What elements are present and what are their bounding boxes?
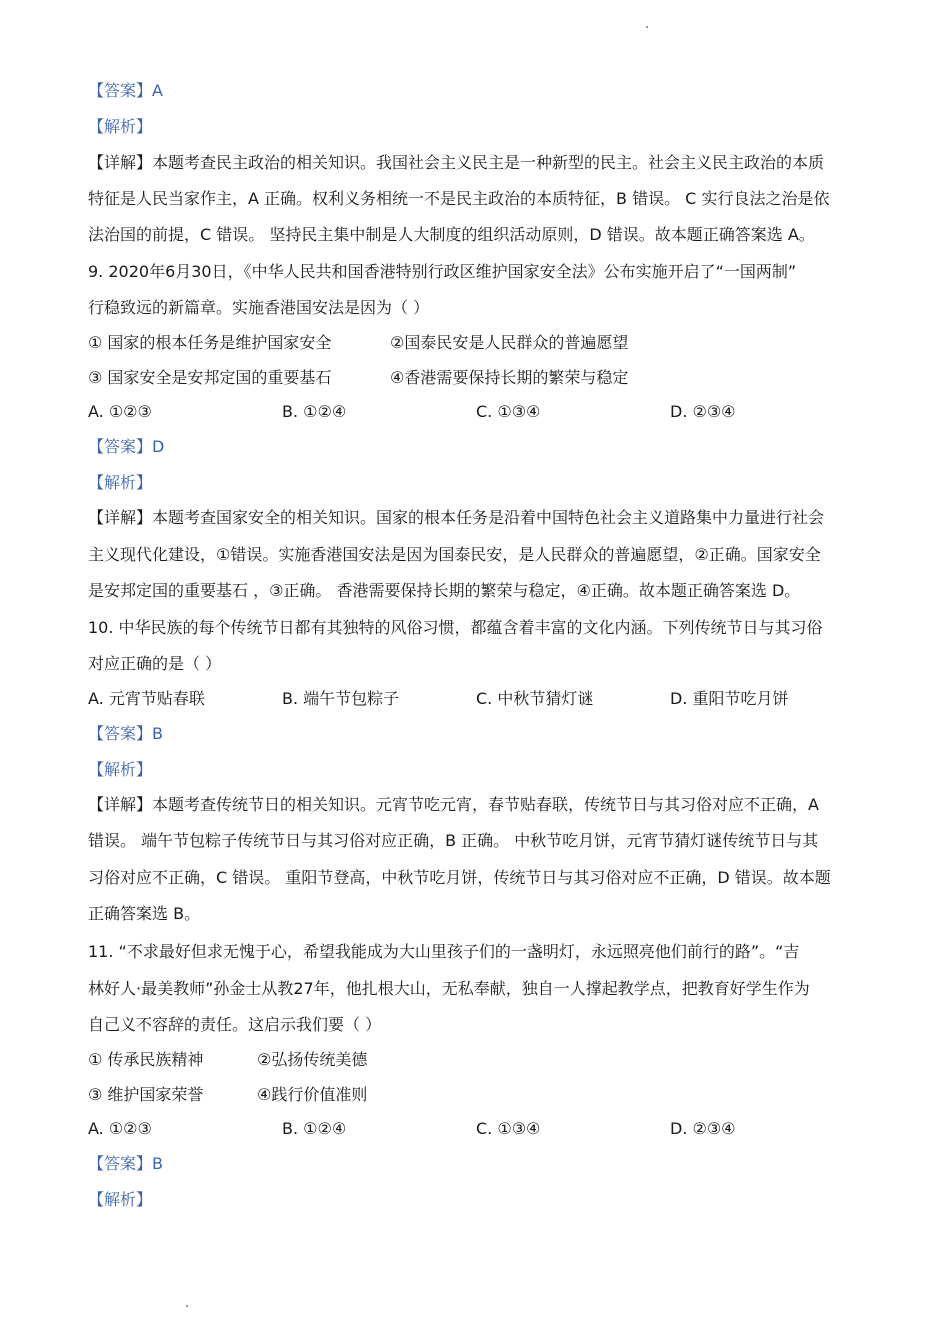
statement-item: ②国泰民安是人民群众的普遍愿望 [390, 333, 629, 352]
detail-line: 正确答案选 B。 [88, 904, 201, 923]
scan-dot [646, 26, 648, 28]
option-a: A. ①②③ [88, 1119, 152, 1138]
analysis-label: 【解析】 [88, 760, 153, 779]
detail-line: 【详解】本题考查民主政治的相关知识。我国社会主义民主是一种新型的民主。社会主义民主政治的本质 [88, 153, 825, 172]
statement-item: ① 国家的根本任务是维护国家安全 [88, 333, 332, 352]
option-d: D. 重阳节吃月饼 [670, 689, 789, 708]
detail-line: 【详解】本题考查传统节日的相关知识。元宵节吃元宵，春节贴春联，传统节日与其习俗对应不正确，A [88, 795, 819, 814]
question-stem: 9. 2020年6月30日，《中华人民共和国香港特别行政区维护国家安全法》公布实施开启了“一国两制” [88, 262, 797, 281]
answer-label: 【答案】B [88, 1154, 163, 1173]
detail-line: 是安邦定国的重要基石 ，③正确。 香港需要保持长期的繁荣与稳定，④正确。故本题正确答案选 D。 [88, 581, 801, 600]
detail-line: 法治国的前提，C 错误。 坚持民主集中制是人大制度的组织活动原则，D 错误。故本题正确答案选 A。 [88, 225, 815, 244]
answer-label: 【答案】D [88, 437, 165, 456]
statement-item: ③ 国家安全是安邦定国的重要基石 [88, 368, 332, 387]
statement-item: ③ 维护国家荣誉 [88, 1085, 204, 1104]
scan-dot [186, 1305, 188, 1307]
question-stem: 11. “不求最好但求无愧于心，希望我能成为大山里孩子们的一盏明灯，永远照亮他们前行的路”。“吉 [88, 942, 800, 961]
option-b: B. ①②④ [282, 1119, 347, 1138]
question-stem: 自己义不容辞的责任。这启示我们要（ ） [88, 1015, 382, 1034]
question-stem: 对应正确的是（ ） [88, 654, 222, 673]
option-c: C. ①③④ [476, 1119, 541, 1138]
option-b: B. ①②④ [282, 402, 347, 421]
statement-item: ④香港需要保持长期的繁荣与稳定 [390, 368, 629, 387]
statement-item: ① 传承民族精神 [88, 1050, 204, 1069]
question-stem: 行稳致远的新篇章。实施香港国安法是因为（ ） [88, 298, 430, 317]
analysis-label: 【解析】 [88, 1190, 153, 1209]
question-stem: 10. 中华民族的每个传统节日都有其独特的风俗习惯，都蕴含着丰富的文化内涵。下列传统节日与其习俗 [88, 618, 823, 637]
option-d: D. ②③④ [670, 1119, 736, 1138]
detail-line: 主义现代化建设，①错误。实施香港国安法是因为国泰民安，是人民群众的普遍愿望，②正确。国家安全 [88, 545, 821, 564]
option-c: C. 中秋节猜灯谜 [476, 689, 594, 708]
option-a: A. ①②③ [88, 402, 152, 421]
question-stem: 林好人·最美教师”孙金士从教27年，他扎根大山，无私奉献，独自一人撑起教学点，把教育好学生作为 [88, 979, 810, 998]
answer-label: 【答案】A [88, 81, 163, 100]
detail-line: 【详解】本题考查国家安全的相关知识。国家的根本任务是沿着中国特色社会主义道路集中力量进行社会 [88, 508, 825, 527]
answer-label: 【答案】B [88, 724, 163, 743]
statement-item: ②弘扬传统美德 [257, 1050, 368, 1069]
option-c: C. ①③④ [476, 402, 541, 421]
analysis-label: 【解析】 [88, 117, 153, 136]
option-b: B. 端午节包粽子 [282, 689, 400, 708]
analysis-label: 【解析】 [88, 473, 153, 492]
detail-line: 习俗对应不正确，C 错误。 重阳节登高，中秋节吃月饼，传统节日与其习俗对应不正确，D 错误。故本题 [88, 868, 831, 887]
option-d: D. ②③④ [670, 402, 736, 421]
option-a: A. 元宵节贴春联 [88, 689, 205, 708]
detail-line: 特征是人民当家作主，A 正确。权利义务相统一不是民主政治的本质特征，B 错误。 C 实行良法之治是依 [88, 189, 830, 208]
detail-line: 错误。 端午节包粽子传统节日与其习俗对应正确，B 正确。 中秋节吃月饼，元宵节猜灯谜传统节日与其 [88, 831, 819, 850]
statement-item: ④践行价值准则 [257, 1085, 368, 1104]
